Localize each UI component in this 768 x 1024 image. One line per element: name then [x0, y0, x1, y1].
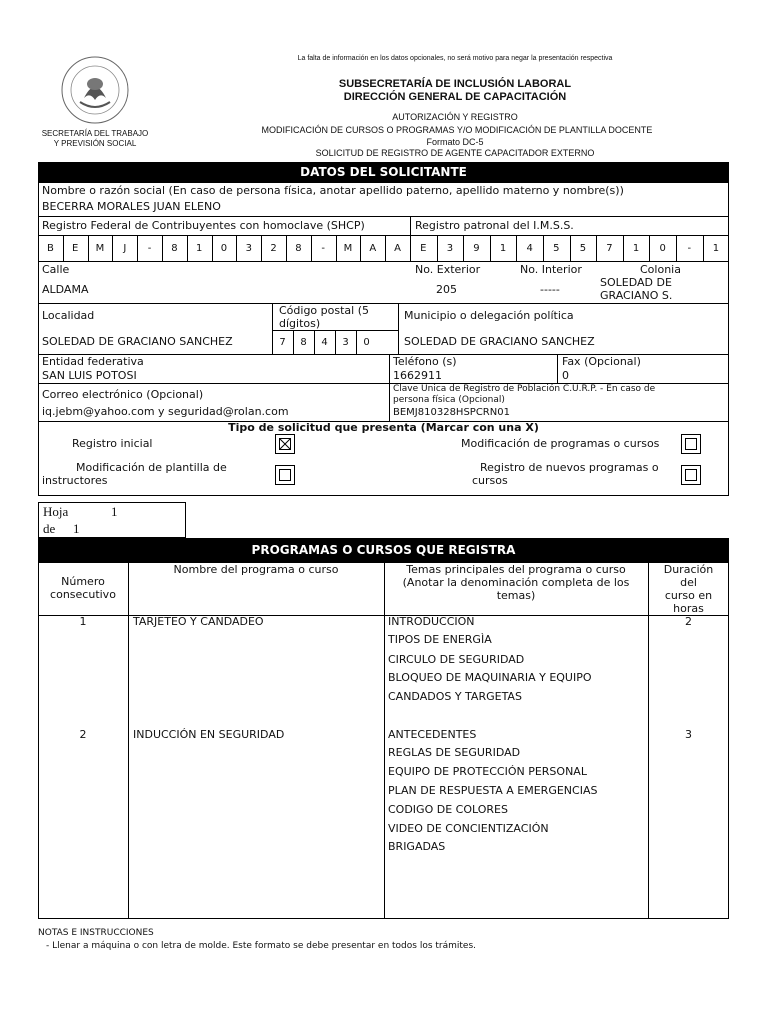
modificacion-programas-checkbox[interactable]: [681, 434, 701, 454]
rfc-char-15[interactable]: A: [394, 243, 401, 254]
header-line2: MODIFICACIÓN DE CURSOS O PROGRAMAS Y/O MODIFICACIÓN DE PLANTILLA DOCENTE: [261, 125, 653, 135]
col-duracion-line1: Duración: [663, 563, 714, 576]
col-temas-line3: temas): [496, 589, 536, 602]
rfc-char-11[interactable]: 8: [295, 243, 302, 254]
no-interior-value[interactable]: -----: [540, 283, 560, 296]
header-line3: Formato DC-5: [426, 137, 484, 147]
rfc-char-8[interactable]: 0: [220, 243, 228, 254]
logo-text-line1: SECRETARÍA DEL TRABAJO: [41, 129, 149, 138]
cp-label-2: dígitos): [279, 317, 321, 330]
de-label: de: [43, 521, 56, 536]
nombre-value[interactable]: BECERRA MORALES JUAN ELENO: [42, 200, 221, 213]
rfc-char-12[interactable]: -: [321, 243, 325, 254]
col-temas-line2: (Anotar la denominación completa de los: [402, 576, 630, 589]
curso-1-numero: 1: [79, 615, 87, 628]
tipo-title: Tipo de solicitud que presenta (Marcar con una X): [228, 421, 539, 434]
col-duracion-line3: curso en: [664, 589, 713, 602]
logo-text-line2: Y PREVISIÓN SOCIAL: [53, 139, 137, 148]
curso-1-tema-3: CIRCULO DE SEGURIDAD: [388, 653, 525, 666]
rfc-char-7[interactable]: 1: [196, 243, 203, 254]
cp-char-1[interactable]: 7: [279, 337, 286, 348]
col-temas-line1: Temas principales del programa o curso: [406, 563, 626, 576]
rfc-char-10[interactable]: 2: [270, 243, 277, 254]
no-exterior-value[interactable]: 205: [436, 283, 457, 296]
hoja-label: Hoja: [43, 504, 69, 519]
imss-char-9[interactable]: 1: [632, 243, 640, 254]
rfc-label: Registro Federal de Contribuyentes con homoclave (SHCP): [42, 219, 365, 232]
curp-label-1: Clave Unica de Registro de Población C.U.R.P. - En caso de: [393, 384, 656, 394]
curp-value[interactable]: BEMJ810328HSPCRN01: [393, 407, 510, 418]
cp-char-3[interactable]: 4: [321, 337, 328, 348]
correo-label: Correo electrónico (Opcional): [42, 388, 204, 401]
localidad-label: Localidad: [42, 309, 95, 322]
curso-2-tema-2: REGLAS DE SEGURIDAD: [388, 746, 521, 759]
telefono-label: Teléfono (s): [393, 355, 457, 368]
localidad-value[interactable]: SOLEDAD DE GRACIANO SANCHEZ: [42, 335, 233, 348]
imss-char-2[interactable]: 3: [446, 243, 454, 254]
calle-label: Calle: [42, 263, 70, 276]
curso-1-duracion: 2: [685, 615, 692, 628]
direccion-title: DIRECCIÓN GENERAL DE CAPACITACIÓN: [343, 91, 567, 103]
subsecretaria-title: SUBSECRETARÍA DE INCLUSIÓN LABORAL: [338, 78, 572, 90]
government-seal: [44, 54, 146, 126]
datos-title: DATOS DEL SOLICITANTE: [38, 162, 729, 182]
correo-value[interactable]: iq.jebm@yahoo.com y seguridad@rolan.com: [42, 405, 289, 418]
imss-char-11[interactable]: -: [687, 243, 692, 254]
rfc-char-14[interactable]: A: [369, 243, 377, 254]
imss-char-5[interactable]: 4: [526, 243, 533, 254]
curso-2-tema-5: CODIGO DE COLORES: [388, 803, 508, 816]
imss-char-10[interactable]: 0: [659, 243, 666, 254]
rfc-char-13[interactable]: M: [343, 243, 353, 254]
entidad-label: Entidad federativa: [42, 355, 144, 368]
colonia-label: Colonia: [640, 263, 681, 276]
rfc-char-4[interactable]: J: [123, 243, 127, 254]
calle-value[interactable]: ALDAMA: [42, 283, 89, 296]
curso-2-tema-6: VIDEO DE CONCIENTIZACIÓN: [388, 822, 549, 835]
curso-1-nombre: TARJETEO Y CANDADEO: [133, 615, 264, 628]
imss-label: Registro patronal del I.M.S.S.: [415, 219, 574, 232]
registro-inicial-checkbox[interactable]: [275, 434, 295, 454]
hoja-box: [38, 502, 186, 538]
modificacion-plantilla-label-1: Modificación de plantilla de: [76, 461, 227, 474]
imss-char-12[interactable]: 1: [712, 243, 720, 254]
imss-char-8[interactable]: 7: [606, 243, 613, 254]
entidad-value[interactable]: SAN LUIS POTOSI: [42, 369, 137, 382]
colonia-value-2[interactable]: GRACIANO S.: [600, 289, 673, 302]
registro-nuevos-label-1: Registro de nuevos programas o: [480, 461, 659, 474]
nombre-label: Nombre o razón social (En caso de persona física, anotar apellido paterno, apellido materno y nombre(s)): [42, 184, 624, 197]
municipio-value[interactable]: SOLEDAD DE GRACIANO SANCHEZ: [404, 335, 595, 348]
municipio-label: Municipio o delegación política: [404, 309, 574, 322]
no-interior-label: No. Interior: [520, 263, 582, 276]
header-line4: SOLICITUD DE REGISTRO DE AGENTE CAPACITADOR EXTERNO: [315, 148, 595, 158]
disclaimer: La falta de información en los datos opcionales, no será motivo para negar la presentación respectiva: [297, 55, 613, 62]
telefono-value[interactable]: 1662911: [393, 369, 442, 382]
curso-2-tema-7: BRIGADAS: [388, 840, 446, 853]
notas-line1: - Llenar a máquina o con letra de molde. Este formato se debe presentar en todos los trámites.: [46, 941, 477, 951]
hoja-value[interactable]: 1: [111, 504, 118, 519]
rfc-char-3[interactable]: M: [95, 243, 105, 254]
rfc-char-2[interactable]: E: [72, 243, 79, 254]
cp-char-2[interactable]: 8: [300, 337, 307, 348]
registro-nuevos-label-2: cursos: [472, 474, 508, 487]
col-duracion-line2: del: [680, 576, 697, 589]
fax-value[interactable]: 0: [562, 369, 569, 382]
modificacion-plantilla-label-2: instructores: [42, 474, 108, 487]
imss-char-7[interactable]: 5: [579, 243, 587, 254]
cp-label-1: Código postal (5: [279, 304, 369, 317]
rfc-char-9[interactable]: 3: [245, 243, 252, 254]
curso-1-tema-1: INTRODUCCION: [388, 615, 475, 628]
col-temas-header: [384, 563, 648, 602]
programas-title: PROGRAMAS O CURSOS QUE REGISTRA: [38, 538, 729, 562]
curso-2-duracion: 3: [685, 728, 692, 741]
modificacion-programas-label: Modificación de programas o cursos: [461, 437, 660, 450]
curso-1-tema-4: BLOQUEO DE MAQUINARIA Y EQUIPO: [388, 671, 592, 684]
curso-2-tema-1: ANTECEDENTES: [388, 728, 477, 741]
col-nombre-header: Nombre del programa o curso: [173, 563, 339, 576]
curso-1-tema-2: TIPOS DE ENERGÌA: [388, 633, 492, 646]
colonia-value-1[interactable]: SOLEDAD DE: [600, 276, 672, 289]
col-duracion-line4: horas: [673, 602, 704, 615]
curso-2-numero: 2: [79, 728, 87, 741]
cp-char-5[interactable]: 0: [363, 337, 370, 348]
modificacion-plantilla-checkbox[interactable]: [275, 465, 295, 485]
rfc-char-5[interactable]: -: [147, 243, 152, 254]
cp-char-4[interactable]: 3: [342, 337, 349, 348]
check-x-icon: [279, 438, 291, 450]
col-numero-line1: Número: [61, 575, 105, 588]
header-line1: AUTORIZACIÓN Y REGISTRO: [392, 112, 518, 122]
imss-char-1[interactable]: E: [420, 243, 427, 254]
col-duracion-header: [648, 563, 729, 615]
no-exterior-label: No. Exterior: [415, 263, 481, 276]
notas-title: NOTAS E INSTRUCCIONES: [38, 928, 154, 938]
registro-inicial-label: Registro inicial: [72, 437, 153, 450]
col-numero-header: [38, 575, 128, 601]
de-value[interactable]: 1: [73, 521, 80, 536]
imss-char-3[interactable]: 9: [473, 243, 480, 254]
col-numero-line2: consecutivo: [50, 588, 116, 601]
curso-2-tema-4: PLAN DE RESPUESTA A EMERGENCIAS: [388, 784, 598, 797]
registro-nuevos-checkbox[interactable]: [681, 465, 701, 485]
curso-2-tema-3: EQUIPO DE PROTECCIÓN PERSONAL: [388, 765, 587, 778]
rfc-char-1[interactable]: B: [46, 243, 54, 254]
imss-char-4[interactable]: 1: [499, 243, 507, 254]
fax-label: Fax (Opcional): [562, 355, 641, 368]
rfc-char-6[interactable]: 8: [171, 243, 178, 254]
imss-char-6[interactable]: 5: [553, 243, 560, 254]
curso-2-nombre: INDUCCIÓN EN SEGURIDAD: [133, 728, 285, 741]
curp-label-2: persona física (Opcional): [393, 395, 505, 405]
curso-1-tema-5: CANDADOS Y TARGETAS: [388, 690, 522, 703]
